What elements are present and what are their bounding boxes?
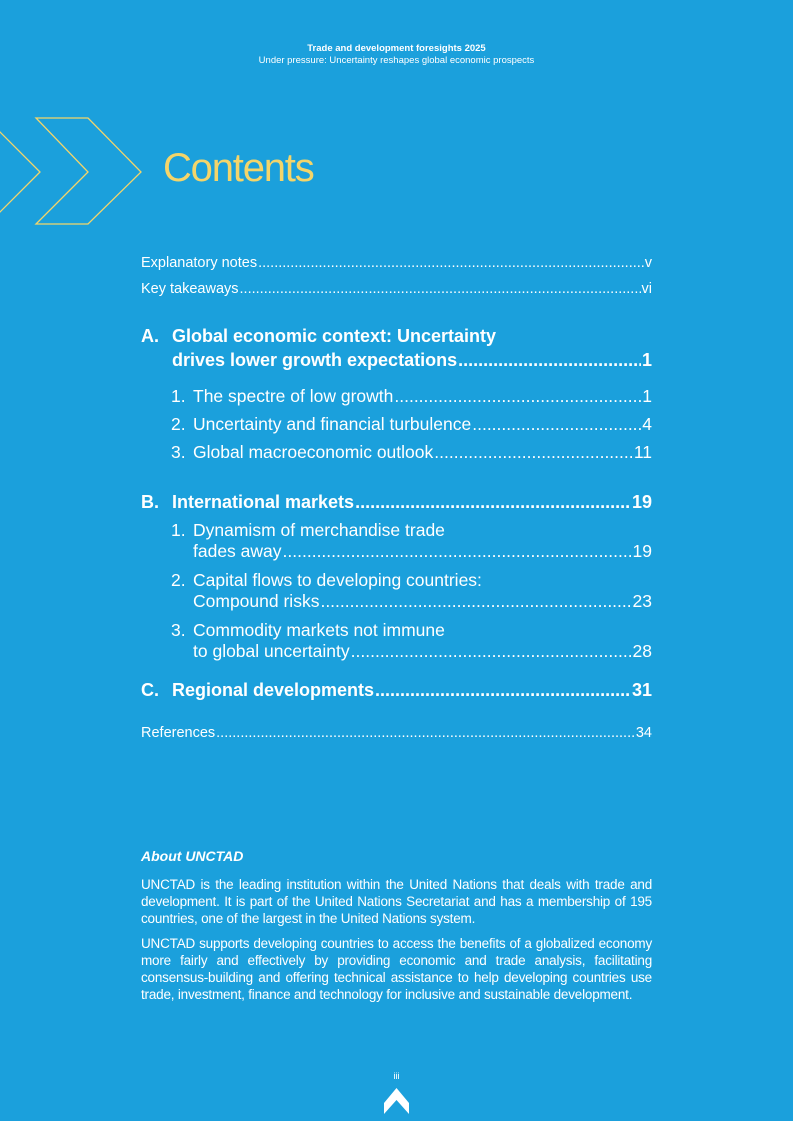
toc-page: 1	[642, 386, 652, 406]
double-chevron-right-icon	[0, 116, 146, 228]
toc-label	[141, 676, 374, 704]
toc-section-a-subs	[141, 382, 652, 466]
toc-page: 28	[632, 641, 652, 661]
toc-page: vi	[641, 281, 652, 297]
toc-num: 2.	[171, 414, 186, 434]
toc-entry-b3[interactable]	[171, 620, 652, 662]
toc-section-c[interactable]	[141, 676, 652, 704]
toc-leader	[375, 676, 631, 704]
toc-section-letter: B.	[141, 492, 159, 512]
toc-entry-line1	[171, 520, 652, 541]
toc-section-a-line2	[141, 348, 652, 372]
toc-page: 31	[631, 680, 652, 700]
about-paragraph-2: UNCTAD supports developing countries to access the benefits of a globalized economy more fairly and effectively by providing economic and trade analysis, facilitating consensus-building and offering technical assistance to help developing countries use trade, investment, finance and technology for inclusive and sustainable development.	[141, 936, 652, 1002]
toc-leader	[216, 720, 635, 746]
toc-leader	[351, 641, 632, 662]
contents-title: Contents	[163, 146, 314, 190]
about-unctad	[141, 848, 652, 1011]
toc-page: 1	[641, 350, 652, 370]
toc-entry-references[interactable]	[141, 720, 652, 746]
running-head-title: Trade and development foresights 2025	[307, 43, 486, 54]
toc-leader	[283, 541, 632, 562]
toc-page: 11	[633, 442, 652, 462]
toc-leader	[320, 591, 631, 612]
toc-section-title-line1: Global economic context: Uncertainty	[172, 326, 497, 346]
toc-section-a[interactable]	[141, 324, 652, 372]
toc-page: v	[644, 255, 652, 271]
toc-entry-a2[interactable]	[171, 410, 652, 438]
toc-num: 3.	[171, 442, 186, 462]
toc-page: 19	[632, 541, 652, 561]
toc-page: 19	[631, 492, 652, 512]
toc-section-letter: C.	[141, 680, 159, 700]
toc-entry-b2[interactable]	[171, 570, 652, 612]
toc-label-text: The spectre of low growth	[193, 386, 394, 406]
toc-section-letter: A.	[141, 326, 159, 346]
toc-leader	[472, 410, 641, 438]
about-heading: About UNCTAD	[141, 848, 244, 864]
toc-entry-line1	[171, 620, 652, 641]
toc-leader	[355, 488, 631, 516]
toc-label	[171, 438, 433, 466]
toc-entry-line2	[171, 591, 652, 612]
toc-label: Key takeaways	[141, 281, 239, 297]
toc-section-title-line2: drives lower growth expectations	[172, 350, 458, 370]
about-paragraph-1: UNCTAD is the leading institution within the United Nations that deals with trade and development. It is part of the United Nations Secretariat and has a membership of 195 countries, one of the largest in the United Nations system.	[141, 877, 652, 926]
toc-leader	[458, 348, 641, 372]
toc-entry-a1[interactable]	[171, 382, 652, 410]
toc-label-line2: Compound risks	[193, 591, 320, 611]
toc-entry-line1	[171, 570, 652, 591]
running-head	[0, 43, 793, 67]
toc-leader	[434, 438, 633, 466]
toc-label-line2: to global uncertainty	[193, 641, 350, 661]
page-number: iii	[393, 1071, 400, 1082]
toc-num: 1.	[171, 386, 186, 406]
running-head-subtitle: Under pressure: Uncertainty reshapes global economic prospects	[258, 55, 535, 66]
toc-label	[171, 410, 471, 438]
toc-num: 3.	[171, 620, 186, 640]
toc-label: References	[141, 725, 216, 741]
toc-page: 23	[632, 591, 652, 611]
toc-label-text: Global macroeconomic outlook	[193, 442, 434, 462]
toc-page: 4	[642, 414, 652, 434]
toc-entry-b1[interactable]	[171, 520, 652, 562]
toc-label-line1: Dynamism of merchandise trade	[193, 520, 445, 540]
toc-section-title: International markets	[172, 492, 355, 512]
toc-leader	[258, 250, 644, 276]
toc-page: 34	[635, 725, 652, 741]
toc-label	[141, 488, 354, 516]
toc-leader	[240, 276, 641, 302]
toc-entry-a3[interactable]	[171, 438, 652, 466]
toc-entry-explanatory-notes[interactable]	[141, 250, 652, 276]
toc-label	[171, 382, 393, 410]
toc-leader	[394, 382, 641, 410]
table-of-contents	[141, 250, 652, 746]
toc-entry-line2	[171, 641, 652, 662]
toc-label: Explanatory notes	[141, 255, 258, 271]
toc-section-b-subs	[141, 520, 652, 662]
toc-label-line1: Commodity markets not immune	[193, 620, 445, 640]
toc-section-b[interactable]	[141, 488, 652, 516]
toc-num: 1.	[171, 520, 186, 540]
toc-label-line1: Capital flows to developing countries:	[193, 570, 482, 590]
toc-section-a-line1	[141, 324, 652, 348]
unctad-arrow-logo-icon	[384, 1088, 409, 1114]
toc-entry-key-takeaways[interactable]	[141, 276, 652, 302]
toc-num: 2.	[171, 570, 186, 590]
toc-label-text: Uncertainty and financial turbulence	[193, 414, 472, 434]
toc-section-title: Regional developments	[172, 680, 375, 700]
toc-entry-line2	[171, 541, 652, 562]
toc-label-line2: fades away	[193, 541, 282, 561]
